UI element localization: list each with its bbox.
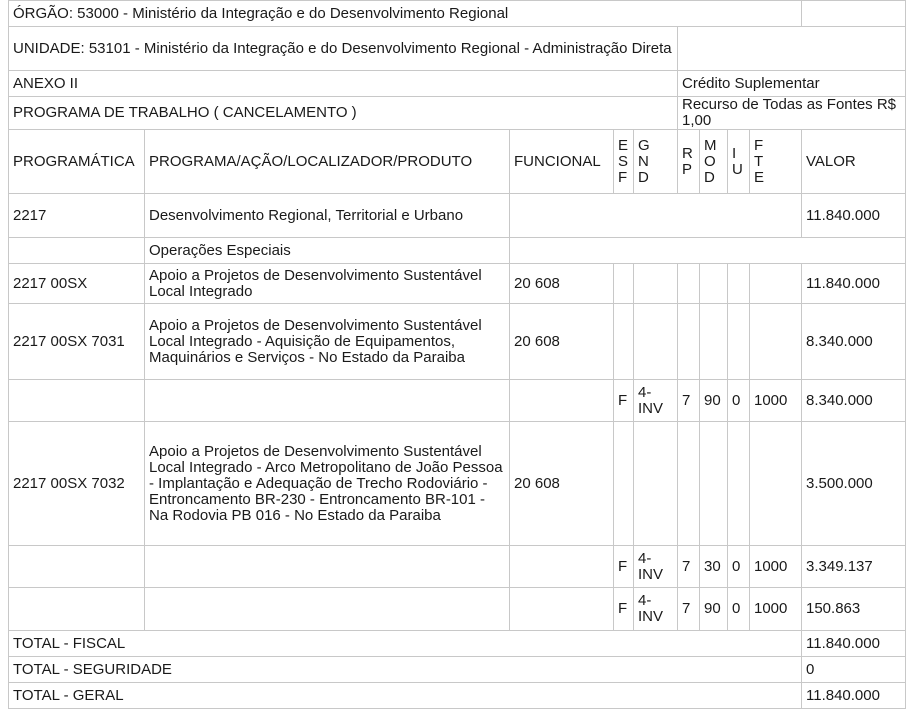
- unidade-label: UNIDADE: 53101 - Ministério da Integração e do Desenvolvimento Regional - Administração Direta: [9, 27, 678, 71]
- col-esf: E S F: [614, 130, 634, 194]
- col-programatica: PROGRAMÁTICA: [9, 130, 145, 194]
- cell-funcional: 20 608: [510, 264, 614, 304]
- cell-gnd: [634, 264, 678, 304]
- cell-empty: [145, 546, 510, 588]
- cell-iu: 0: [728, 546, 750, 588]
- cell-fte: [750, 422, 802, 546]
- cell-programa: Operações Especiais: [145, 238, 510, 264]
- cell-valor: 8.340.000: [802, 380, 906, 422]
- cell-esf: F: [614, 588, 634, 631]
- cell-iu: 0: [728, 588, 750, 631]
- table-row: [9, 422, 906, 546]
- cell-programa: Apoio a Projetos de Desenvolvimento Sustentável Local Integrado - Aquisição de Equipamentos, Maquinários e Serviços - No Estado da Paraiba: [145, 304, 510, 380]
- anexo-label: ANEXO II: [9, 71, 678, 97]
- cell-rp: 7: [678, 588, 700, 631]
- cell-fte: 1000: [750, 588, 802, 631]
- cell-fte: [750, 304, 802, 380]
- total-row: [9, 657, 906, 683]
- cell-esf: F: [614, 546, 634, 588]
- cell-fte: 1000: [750, 380, 802, 422]
- cell-iu: [728, 422, 750, 546]
- cell-empty: [510, 588, 614, 631]
- cell-mod: [700, 304, 728, 380]
- cell-empty: [9, 380, 145, 422]
- col-valor: VALOR: [802, 130, 906, 194]
- table-row: [9, 304, 906, 380]
- total-seguridade-value: 0: [802, 657, 906, 683]
- cell-valor: 11.840.000: [802, 264, 906, 304]
- cell-programatica: 2217: [9, 194, 145, 238]
- cell-rp: 7: [678, 380, 700, 422]
- cell-valor: 11.840.000: [802, 194, 906, 238]
- cell-mod: [700, 264, 728, 304]
- cell-programa: Apoio a Projetos de Desenvolvimento Sustentável Local Integrado: [145, 264, 510, 304]
- cell-esf: F: [614, 380, 634, 422]
- total-fiscal-label: TOTAL - FISCAL: [9, 631, 802, 657]
- cell-iu: [728, 304, 750, 380]
- cell-mod: 90: [700, 380, 728, 422]
- table-row: [9, 546, 906, 588]
- total-geral-value: 11.840.000: [802, 683, 906, 709]
- cell-empty: [510, 380, 614, 422]
- unidade-empty-cell: [678, 27, 906, 71]
- cell-funcional: 20 608: [510, 422, 614, 546]
- cell-programatica: 2217 00SX 7032: [9, 422, 145, 546]
- cell-empty: [510, 546, 614, 588]
- col-programa: PROGRAMA/AÇÃO/LOCALIZADOR/PRODUTO: [145, 130, 510, 194]
- cell-rp: [678, 264, 700, 304]
- column-header-row: [9, 130, 906, 194]
- orgao-empty-cell: [802, 1, 906, 27]
- cell-empty: [9, 588, 145, 631]
- cell-fte: 1000: [750, 546, 802, 588]
- cell-empty: [510, 194, 802, 238]
- cell-gnd: 4-INV: [634, 380, 678, 422]
- table-row: [9, 588, 906, 631]
- cell-empty: [510, 238, 906, 264]
- cell-fte: [750, 264, 802, 304]
- recurso-label: Recurso de Todas as Fontes R$ 1,00: [678, 97, 906, 130]
- cell-empty: [9, 546, 145, 588]
- cell-empty: [145, 380, 510, 422]
- credito-label: Crédito Suplementar: [678, 71, 906, 97]
- cell-valor: 3.349.137: [802, 546, 906, 588]
- total-seguridade-label: TOTAL - SEGURIDADE: [9, 657, 802, 683]
- cell-programatica: 2217 00SX 7031: [9, 304, 145, 380]
- cell-empty: [9, 238, 145, 264]
- total-row: [9, 631, 906, 657]
- table-row: [9, 380, 906, 422]
- cell-programa: Desenvolvimento Regional, Territorial e Urbano: [145, 194, 510, 238]
- programa-trabalho-label: PROGRAMA DE TRABALHO ( CANCELAMENTO ): [9, 97, 678, 130]
- cell-rp: 7: [678, 546, 700, 588]
- col-gnd: G N D: [634, 130, 678, 194]
- cell-programa: Apoio a Projetos de Desenvolvimento Sustentável Local Integrado - Arco Metropolitano de João Pessoa - Implantação e Adequação de Trecho Rodoviário - Entroncamento BR-230 - Entroncamento BR-101 - Na Rodovia PB 016 - No Estado da Paraiba: [145, 422, 510, 546]
- total-row: [9, 683, 906, 709]
- col-rp: R P: [678, 130, 700, 194]
- cell-esf: [614, 264, 634, 304]
- cell-valor: 150.863: [802, 588, 906, 631]
- cell-funcional: 20 608: [510, 304, 614, 380]
- col-funcional: FUNCIONAL: [510, 130, 614, 194]
- cell-iu: 0: [728, 380, 750, 422]
- table-row: [9, 264, 906, 304]
- cell-programatica: 2217 00SX: [9, 264, 145, 304]
- budget-table: [8, 0, 906, 709]
- cell-mod: 30: [700, 546, 728, 588]
- cell-gnd: [634, 304, 678, 380]
- cell-gnd: 4-INV: [634, 588, 678, 631]
- cell-mod: [700, 422, 728, 546]
- cell-valor: 8.340.000: [802, 304, 906, 380]
- table-row: [9, 194, 906, 238]
- cell-valor: 3.500.000: [802, 422, 906, 546]
- cell-gnd: [634, 422, 678, 546]
- table-row: [9, 238, 906, 264]
- cell-mod: 90: [700, 588, 728, 631]
- col-fte: F T E: [750, 130, 802, 194]
- col-mod: M O D: [700, 130, 728, 194]
- orgao-label: ÓRGÃO: 53000 - Ministério da Integração e do Desenvolvimento Regional: [9, 1, 802, 27]
- total-fiscal-value: 11.840.000: [802, 631, 906, 657]
- total-geral-label: TOTAL - GERAL: [9, 683, 802, 709]
- cell-empty: [145, 588, 510, 631]
- cell-rp: [678, 422, 700, 546]
- cell-esf: [614, 422, 634, 546]
- col-iu: I U: [728, 130, 750, 194]
- cell-rp: [678, 304, 700, 380]
- cell-gnd: 4-INV: [634, 546, 678, 588]
- cell-esf: [614, 304, 634, 380]
- cell-iu: [728, 264, 750, 304]
